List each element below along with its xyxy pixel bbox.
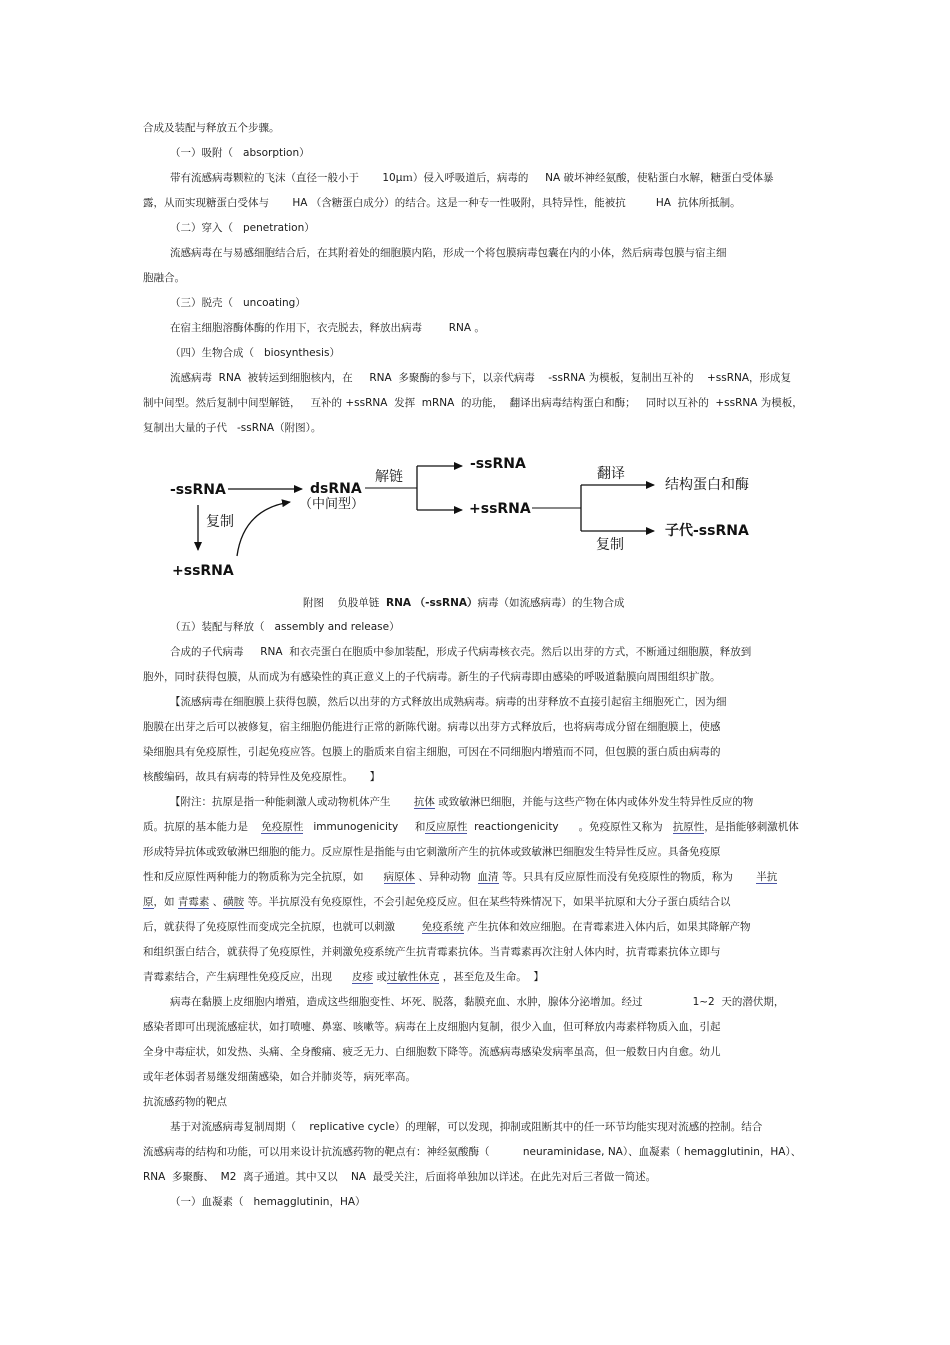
annotation-text: 或 <box>373 971 387 983</box>
text-line: 核酸编码，故具有病毒的特异性及免疫原性。 】 <box>143 771 381 783</box>
annotation-text: 产生抗体和效应细胞。在青霉素进入体内后，如果其降解产物 <box>463 921 751 933</box>
text-line: 带有流感病毒颗粒的飞沫（直径一般小于 10μｍ）侵入呼吸道后，病毒的 NA 破坏神经氨酸，使粘蛋白水解，糖蛋白受体暴 <box>170 172 774 184</box>
glossary-link[interactable]: 原 <box>143 896 154 908</box>
annotation-text: 、异种动物 <box>415 871 478 883</box>
annotation-text: 或致敏淋巴细胞，并能与这些产物在体内或体外发生特异性反应的物 <box>434 796 754 808</box>
glossary-link[interactable]: 青霉素 <box>177 896 210 908</box>
annotation-line <box>143 895 731 909</box>
glossary-link[interactable]: 免疫原性 <box>261 821 304 833</box>
arrow-curve-to-ds <box>237 502 290 556</box>
text-line: （四）生物合成（ biosynthesis） <box>170 347 340 359</box>
annotation-text: 【附注：抗原是指一种能刺激人或动物机体产生 <box>170 796 414 808</box>
label-copy-right: 复制 <box>596 537 624 553</box>
text-line: 胞膜在出芽之后可以被修复，宿主细胞仍能进行正常的新陈代谢。病毒以出芽方式释放后，也将病毒成分留在细胞膜上，使感 <box>143 721 721 733</box>
label-unwind: 解链 <box>375 469 403 485</box>
label-translate: 翻译 <box>597 466 625 482</box>
glossary-link[interactable]: 血清 <box>477 871 499 883</box>
glossary-link[interactable]: 免疫系统 <box>421 921 464 933</box>
glossary-link[interactable]: 磺胺 <box>223 896 245 908</box>
label-neg-ssrna-top: -ssRNA <box>470 456 526 472</box>
text-line: 流感病毒 RNA 被转运到细胞核内，在 RNA 多聚酶的参与下，以亲代病毒 -ssRNA 为模板，复制出互补的 +ssRNA，形成复 <box>170 372 792 384</box>
annotation-text: 等。只具有反应原性而没有免疫原性的物质，称为 <box>498 871 757 883</box>
text-line: 合成的子代病毒 RNA 和衣壳蛋白在胞质中参加装配，形成子代病毒核衣壳。然后以出芽的方式，不断通过细胞膜，释放到 <box>170 646 752 658</box>
glossary-link[interactable]: 皮疹 <box>352 971 374 983</box>
caption-prefix: 附图 负股单链 <box>303 597 387 609</box>
glossary-link[interactable]: 反应原性 <box>425 821 468 833</box>
text-line: 染细胞具有免疫原性，引起免疫应答。包膜上的脂质来自宿主细胞，可因在不同细胞内增殖而不同，但包膜的蛋白质由病毒的 <box>143 746 721 758</box>
label-progeny: 子代-ssRNA <box>665 523 749 539</box>
annotation-line <box>143 820 799 834</box>
label-pos-ssrna-bottom: +ssRNA <box>172 563 234 579</box>
annotation-text: 后，就获得了免疫原性而变成完全抗原，也就可以刺激 <box>143 921 422 933</box>
glossary-link[interactable]: 抗体 <box>413 796 435 808</box>
label-structure-protein: 结构蛋白和酶 <box>665 477 749 493</box>
annotation-text: 和组织蛋白结合，就获得了免疫原性，并刺激免疫系统产生抗青霉素抗体。当青霉素再次注射人体内时，抗青霉素抗体立即与 <box>143 946 721 958</box>
label-dsrna: dsRNA <box>310 481 362 497</box>
annotation-text: ，如 <box>153 896 178 908</box>
text-line: （五）装配与释放（ assembly and release） <box>170 621 400 633</box>
text-line: 感染者即可出现流感症状，如打喷嚏、鼻塞、咳嗽等。病毒在上皮细胞内复制，很少入血，但可释放内毒素样物质入血，引起 <box>143 1021 721 1033</box>
annotation-text: 等。半抗原没有免疫原性，不会引起免疫反应。但在某些特殊情况下，如果半抗原和大分子蛋白质结合以 <box>244 896 731 908</box>
figure-caption <box>303 595 625 610</box>
annotation-text: 性和反应原性两种能力的物质称为完全抗原，如 <box>143 871 384 883</box>
annotation-line <box>143 945 721 959</box>
biosynthesis-diagram <box>160 448 780 583</box>
annotation-line <box>170 795 753 809</box>
annotation-text: reactiongenicity 。免疫原性又称为 <box>467 821 673 833</box>
annotation-line <box>143 845 721 859</box>
text-line: 病毒在黏膜上皮细胞内增殖，造成这些细胞变性、坏死、脱落，黏膜充血、水肿，腺体分泌增加。经过 1~2 天的潜伏期， <box>170 996 785 1008</box>
text-line: 全身中毒症状，如发热、头痛、全身酸痛、疲乏无力、白细胞数下降等。流感病毒感染发病率虽高，但一般数日内自愈。幼儿 <box>143 1046 721 1058</box>
text-line: 基于对流感病毒复制周期（ replicative cycle）的理解，可以发现，抑制或阻断其中的任一环节均能实现对流感的控制。结合 <box>170 1121 763 1133</box>
caption-suffix: 病毒（如流感病毒）的生物合成 <box>477 597 625 609</box>
annotation-line <box>143 970 544 984</box>
text-line: （一）吸附（ absorption） <box>170 147 310 159</box>
annotation-text: 质。抗原的基本能力是 <box>143 821 262 833</box>
text-line: 胞外，同时获得包膜，从而成为有感染性的真正意义上的子代病毒。新生的子代病毒即由感染的呼吸道黏膜向周围组织扩散。 <box>143 671 721 683</box>
text-line: （三）脱壳（ uncoating） <box>170 297 306 309</box>
text-line: 制中间型。然后复制中间型解链， 互补的 +ssRNA 发挥 mRNA 的功能， 翻译出病毒结构蛋白和酶； 同时以互补的 +ssRNA 为模板， <box>143 397 803 409</box>
text-line: 露，从而实现糖蛋白受体与 HA （含糖蛋白成分）的结合。这是一种专一性吸附，具特异性，能被抗 HA 抗体所抵制。 <box>143 197 741 209</box>
glossary-link[interactable]: 病原体 <box>383 871 416 883</box>
text-line: 抗流感药物的靶点 <box>143 1096 227 1108</box>
label-pos-ssrna-mid: +ssRNA <box>469 501 531 517</box>
glossary-link[interactable]: 半抗 <box>756 871 778 883</box>
label-copy-left: 复制 <box>206 514 234 530</box>
text-line: 流感病毒在与易感细胞结合后，在其附着处的细胞膜内陷，形成一个将包膜病毒包囊在内的小体，然后病毒包膜与宿主细 <box>170 247 727 259</box>
glossary-link[interactable]: 过敏性休克 <box>386 971 440 983</box>
text-line: 【流感病毒在细胞膜上获得包膜，然后以出芽的方式释放出成熟病毒。病毒的出芽释放不直接引起宿主细胞死亡，因为细 <box>170 696 727 708</box>
caption-bold: RNA （-ssRNA） <box>386 597 478 609</box>
annotation-line <box>143 920 751 934</box>
text-line: （一）血凝素（ hemagglutinin，HA） <box>170 1196 366 1208</box>
text-line: 流感病毒的结构和功能，可以用来设计抗流感药物的靶点有：神经氨酸酶（ neuraminidase, NA）、血凝素（ hemagglutinin，HA）、 <box>143 1146 802 1158</box>
label-neg-ssrna: -ssRNA <box>170 482 226 498</box>
annotation-text: 、 <box>209 896 224 908</box>
text-line: 在宿主细胞溶酶体酶的作用下，衣壳脱去，释放出病毒 RNA 。 <box>170 322 485 334</box>
text-line: 复制出大量的子代 -ssRNA（附图）。 <box>143 422 322 434</box>
annotation-text: ，甚至危及生命。 】 <box>439 971 544 983</box>
annotation-line <box>143 870 777 884</box>
annotation-text: 形成特异抗体或致敏淋巴细胞的能力。反应原性是指能与由它刺激所产生的抗体或致敏淋巴细胞发生特异性反应。具备免疫原 <box>143 846 721 858</box>
text-line: 或年老体弱者易继发细菌感染，如合并肺炎等，病死率高。 <box>143 1071 416 1083</box>
label-intermediate: （中间型） <box>299 497 365 512</box>
text-line: （二）穿入（ penetration） <box>170 222 315 234</box>
annotation-text: 青霉素结合，产生病理性免疫反应，出现 <box>143 971 353 983</box>
text-line: RNA 多聚酶、 M2 离子通道。其中又以 NA 最受关注，后面将单独加以详述。在此先对后三者做一简述。 <box>143 1171 657 1183</box>
text-line: 胞融合。 <box>143 272 185 284</box>
annotation-text: immunogenicity 和 <box>303 821 426 833</box>
text-line: 合成及装配与释放五个步骤。 <box>143 122 280 134</box>
annotation-text: ，是指能够刺激机体 <box>704 821 799 833</box>
glossary-link[interactable]: 抗原性 <box>672 821 705 833</box>
